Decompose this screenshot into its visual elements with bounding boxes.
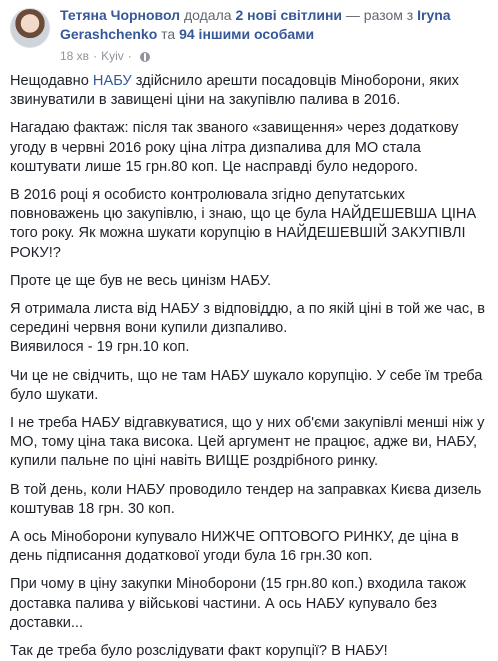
- nabu-link[interactable]: НАБУ: [92, 73, 132, 89]
- paragraph: А ось Міноборони купувало НИЖЧЕ ОПТОВОГО РИНКУ, де ціна в день підписання додаткової угоди була 16 грн.30 коп.: [10, 529, 459, 565]
- post-headline: [60, 6, 488, 44]
- paragraph: Нагадаю фактаж: після так званого «завищення» через додаткову угоду в червні 2016 року ціна літра дизпалива для МО стала коштувати лише 15 грн.80 коп. Це насправді було недорого.: [10, 120, 459, 175]
- paragraph-text: Нещодавно: [10, 73, 93, 89]
- timestamp-link[interactable]: 18 хв: [60, 49, 90, 63]
- paragraph: В 2016 році я особисто контролювала згідно депутатських повноважень цю закупівлю, і знаю, що це була НАЙДЕШЕВША ЦІНА того року. Як можна шукати корупцію в НАЙДЕШЕВШІЙ ЗАКУПІВЛІ РОКУ!?: [10, 187, 477, 261]
- post-meta: [60, 6, 488, 66]
- tagged-user-link[interactable]: Iryna Gerashchenko: [60, 7, 451, 42]
- separator-dot: ·: [127, 49, 132, 63]
- paragraph: При чому в ціну закупки Міноборони (15 грн.80 коп.) входила також доставка палива у військові частини. А ось НАБУ купувало без доставки...: [10, 576, 467, 631]
- avatar[interactable]: [10, 8, 50, 48]
- paragraph-text: Я отримала листа від НАБУ з відповіддю, а по якій ціні в той же час, в середині червня вони купили дизпаливо.: [10, 301, 485, 337]
- photos-link[interactable]: 2 нові світлини: [235, 7, 343, 23]
- author-name-link[interactable]: Тетяна Чорновол: [60, 7, 181, 23]
- globe-icon[interactable]: [140, 52, 150, 62]
- and-text: та: [161, 26, 176, 42]
- location-link[interactable]: Kyiv: [101, 49, 124, 63]
- post-header: [10, 6, 488, 62]
- action-text: додала: [183, 7, 232, 23]
- paragraph: Так де треба було розслідувати факт корупції? В НАБУ!: [10, 643, 388, 660]
- paragraph: [10, 300, 488, 358]
- paragraph-text: здійснило арешти посадовців Міноборони, яких звинуватили в завищені ціни на закупівлю палива в 2016.: [10, 73, 459, 109]
- post-subline: [60, 47, 488, 66]
- separator-dot: ·: [93, 49, 98, 63]
- with-text: — разом з: [345, 7, 414, 23]
- paragraph: Чи це не свідчить, що не там НАБУ шукало корупцію. У себе їм треба було шукати.: [10, 367, 483, 403]
- paragraph: [10, 72, 488, 110]
- paragraph-text: Виявилося - 19 грн.10 коп.: [10, 339, 190, 356]
- paragraph: Проте це ще був не весь цинізм НАБУ.: [10, 272, 271, 289]
- tagged-others-link[interactable]: 94 іншими особами: [179, 26, 315, 42]
- paragraph: І не треба НАБУ відгавкуватися, що у них об'єми закупівлі менші ніж у МО, тому ціна така висока. Цей аргумент не працює, адже ви, НАБУ, купили пальне по ціні навіть ВИЩЕ роздрібного ринку.: [10, 415, 485, 470]
- post-body: [10, 72, 488, 661]
- paragraph: В той день, коли НАБУ проводило тендер на заправках Києва дизель коштував 18 грн. 30 коп.: [10, 481, 482, 517]
